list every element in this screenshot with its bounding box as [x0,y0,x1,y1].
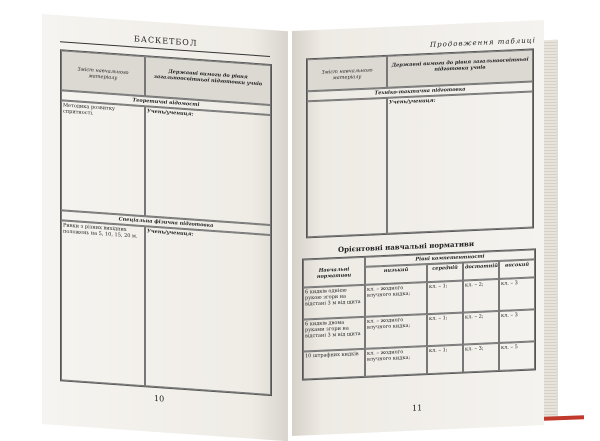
norms-row1-suf: кл. – 2; [463,279,499,313]
norms-row1-high: кл. – 3 [499,277,535,311]
right-tactics-requirements: Учень/учениця: [387,91,533,233]
norms-levels-head: Рівні компетентності [365,249,535,266]
norms-name-head: Навчальні нормативи [303,257,365,288]
norms-row2-mid: кл. – 1; [427,313,463,347]
left-section-theory: Теоретичні відомості [61,90,271,115]
left-col2-head: Державні вимоги до рівня загальноосвітньої підготовки учнів [145,56,271,105]
norms-row3-high: кл. – 5 [499,341,535,371]
left-page-number: 10 [154,393,165,404]
left-page-header: БАСКЕТБОЛ [134,34,198,48]
left-physical-requirements: Учень/учениця: [145,226,271,395]
right-col1-head: Зміст навчального матеріалу [307,56,387,91]
norms-col-low: низький [365,264,427,285]
norms-row3-mid: кл. – 1; [427,345,463,375]
left-col1-head: Зміст навчального матеріалу [61,50,145,96]
left-theory-requirements: Учень/учениця: [145,106,271,225]
right-tactics-content [307,98,387,237]
norms-row1-mid: кл. – 1; [427,281,463,315]
left-page [42,14,288,441]
left-section-physical: Спеціальна фізична підготовка [61,210,271,235]
norms-col-suf: достатній [463,261,499,281]
right-page-header: Продовження таблиці [430,36,536,49]
right-col2-head: Державні вимоги до рівня загальноосвітньої підготовки учнів [387,49,533,87]
norms-row2-suf: кл. – 2; [463,311,499,345]
norms-col-high: високий [499,259,535,279]
left-theory-content: Методика розвитку спритності. [61,100,145,216]
norms-row2-high: кл. – 3 [499,309,535,343]
norms-row3-low: кл. – жодного влучного кидка; [365,346,427,377]
right-table [306,48,534,238]
norms-row3-name: 10 штрафних кидків [303,349,365,380]
norms-row2-low: кл. – жодного влучного кидка; [365,314,427,349]
norms-col-mid: середній [427,263,463,283]
right-page-number: 11 [412,403,423,413]
right-section-tactics: Техніко-тактична підготовка [307,81,533,101]
norms-row3-suf: кл. – 3; [463,343,499,373]
norms-title: Орієнтовні навчальні нормативи [338,239,475,254]
norms-table [302,248,536,380]
left-table [60,49,272,396]
norms-row2-name: 6 кидків двома руками згори на відстані 3 м від щита [303,317,365,352]
bookmark-ribbon [544,415,584,420]
left-physical-content: Ривки з різних вихідних положень на 5, 10, 15, 20 м. [61,220,145,386]
norms-row1-low: кл. – жодного влучного кидка; [365,282,427,317]
right-page [292,20,544,436]
norms-row1-name: 6 кидків однією рукою згори на відстані 3 м від щита [303,285,365,320]
